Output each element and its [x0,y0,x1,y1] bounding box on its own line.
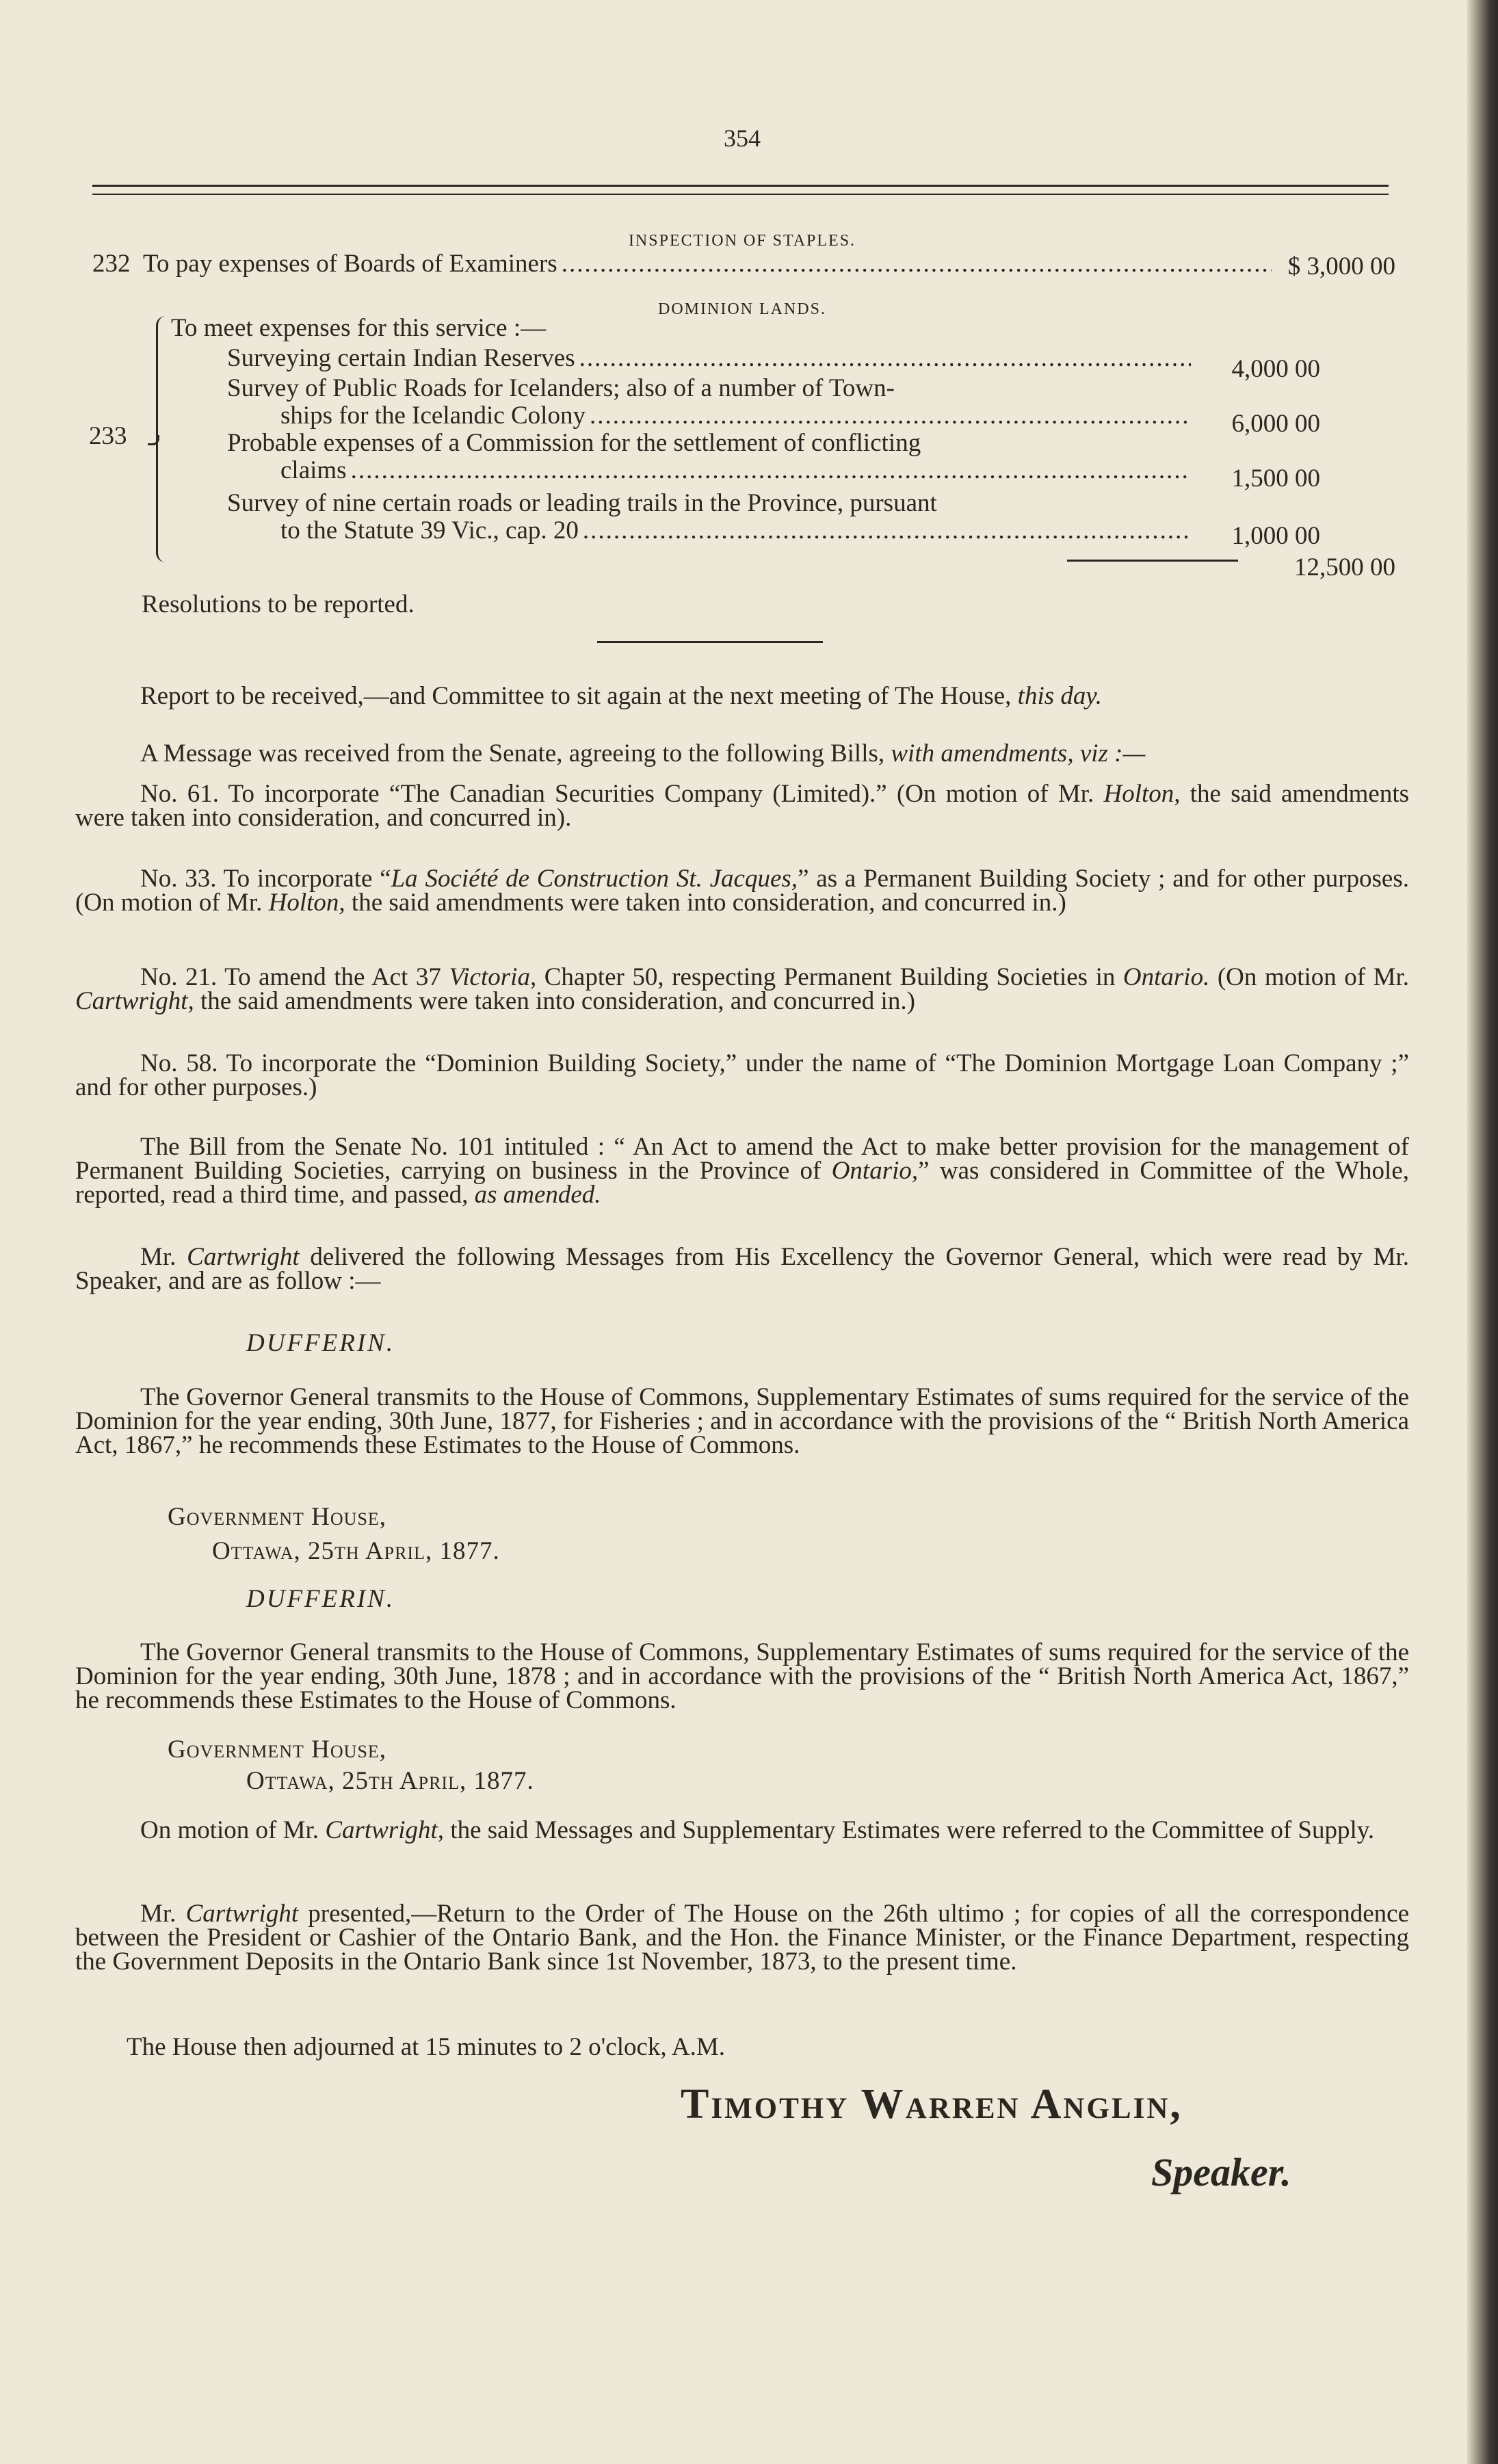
heading-inspection-of-staples: INSPECTION OF STAPLES. [628,232,856,250]
lands-item-2-line1: Survey of Public Roads for Icelanders; also of a number of Town- [227,374,895,402]
section-rule [597,641,823,643]
lands-intro: To meet expenses for this service :— [171,314,547,342]
signature-name: Timothy Warren Anglin, [681,2081,1183,2127]
leader-dots [562,250,1272,278]
page-number: 354 [724,124,761,152]
cartwright-messages-paragraph: Mr. Cartwright delivered the following Messages from His Excellency the Governor General, which were read by Mr. Speaker, and are as follow :— [75,1243,1410,1295]
item-number-232: 232 [92,250,131,278]
lands-item-3-amount: 1,500 00 [1231,464,1320,493]
bill-21-paragraph: No. 21. To amend the Act 37 Victoria, Chapter 50, respecting Permanent Building Societies in Ontario. (On motion of Mr. Cartwright, the said amendments were taken into consideration, and concurred in.) [75,963,1410,1015]
message-1-text: The Governor General transmits to the House of Commons, Supplementary Estimates of sums required for the service of the Dominion for the year ending, 30th June, 1877, for Fisheries ; and in accordance with the provisions of the “ British North America Act, 1867,” he recommends these Estimates to the House of Commons. [75,1383,1409,1459]
return-paragraph: Mr. Cartwright presented,—Return to the Order of The House on the 26th ultimo ; for copies of all the correspondence between the President or Cashier of the Ontario Bank, and the Hon. the Finance Minister, or the Finance Department, respecting the Government Deposits in the Ontario Bank since 1st November, 1873, to the present time. [75,1900,1410,1976]
book-binding-shadow [1467,0,1498,2464]
lands-item-2-amount: 6,000 00 [1231,410,1320,438]
bill-61-paragraph: No. 61. To incorporate “The Canadian Securities Company (Limited).” (On motion of Mr. Holton, the said amendments were taken into consideration, and concurred in). [75,780,1410,832]
lands-item-3-line2: claims ..... [280,457,1195,484]
message-2-text: The Governor General transmits to the House of Commons, Supplementary Estimates of sums required for the service of the Dominion for the year ending, 30th June, 1878 ; and in accordance with the provisions of the “ British North America Act, 1867,” he recommends these Estimates to the House of Commons. [75,1638,1409,1714]
bill-33-paragraph: No. 33. To incorporate “La Société de Construction St. Jacques,” as a Permanent Building Society ; and for other purposes. (On motion of Mr. Holton, the said amendments were taken into consideration, and concurred in.) [75,865,1409,917]
message-2-signer: DUFFERIN. [246,1585,395,1613]
lands-item-1-amount: 4,000 00 [1231,355,1320,383]
staples-amount: $ 3,000 00 [1287,252,1395,280]
resolutions-text: Resolutions to be reported. [142,590,415,618]
header-rule [92,185,1389,195]
lands-item-4-line2: to the Statute 39 Vic., cap. 20 ..... [280,517,1195,545]
lands-total: 12,500 00 [1294,553,1395,581]
lands-item-4-amount: 1,000 00 [1231,522,1320,550]
staples-text: To pay expenses of Boards of Examiners [143,250,557,278]
item-number-233: 233 [89,422,127,450]
message-1-place: Government House, [168,1503,387,1531]
lands-item-4-line1: Survey of nine certain roads or leading trails in the Province, pursuant [227,489,937,517]
message-2-date: Ottawa, 25th April, 1877. [246,1767,534,1795]
adjournment-paragraph: The House then adjourned at 15 minutes to 2 o'clock, A.M. [127,2033,725,2061]
lands-item-3-line1: Probable expenses of a Commission for the settlement of conflicting [227,429,921,457]
bill-58-paragraph: No. 58. To incorporate the “Dominion Building Society,” under the name of “The Dominion Mortgage Loan Company ;” and for other purposes.) [75,1049,1409,1101]
lands-item-2-line2: ships for the Icelandic Colony ..... [280,402,1195,430]
subtotal-rule [1067,560,1238,562]
lands-item-1: Surveying certain Indian Reserves ..... [227,345,1195,372]
page [75,0,1409,2464]
message-1-date: Ottawa, 25th April, 1877. [212,1537,500,1565]
senate-message-paragraph: A Message was received from the Senate, agreeing to the following Bills, with amendments, viz :— [140,739,1146,768]
signature-title: Speaker. [1151,2150,1291,2194]
message-2-place: Government House, [168,1735,387,1764]
heading-dominion-lands: DOMINION LANDS. [658,300,826,318]
staples-line [92,250,1276,278]
report-paragraph: Report to be received,—and Committee to sit again at the next meeting of The House, this day. [140,682,1103,710]
message-1-signer: DUFFERIN. [246,1329,395,1357]
referral-paragraph: On motion of Mr. Cartwright, the said Messages and Supplementary Estimates were referred to the Committee of Supply. [140,1816,1375,1844]
bill-101-paragraph: The Bill from the Senate No. 101 intituled : “ An Act to amend the Act to make better provision for the management of Permanent Building Societies, carrying on business in the Province of Ontario,” was considered in Committee of the Whole, reported, read a third time, and passed, as amended. [75,1133,1409,1209]
